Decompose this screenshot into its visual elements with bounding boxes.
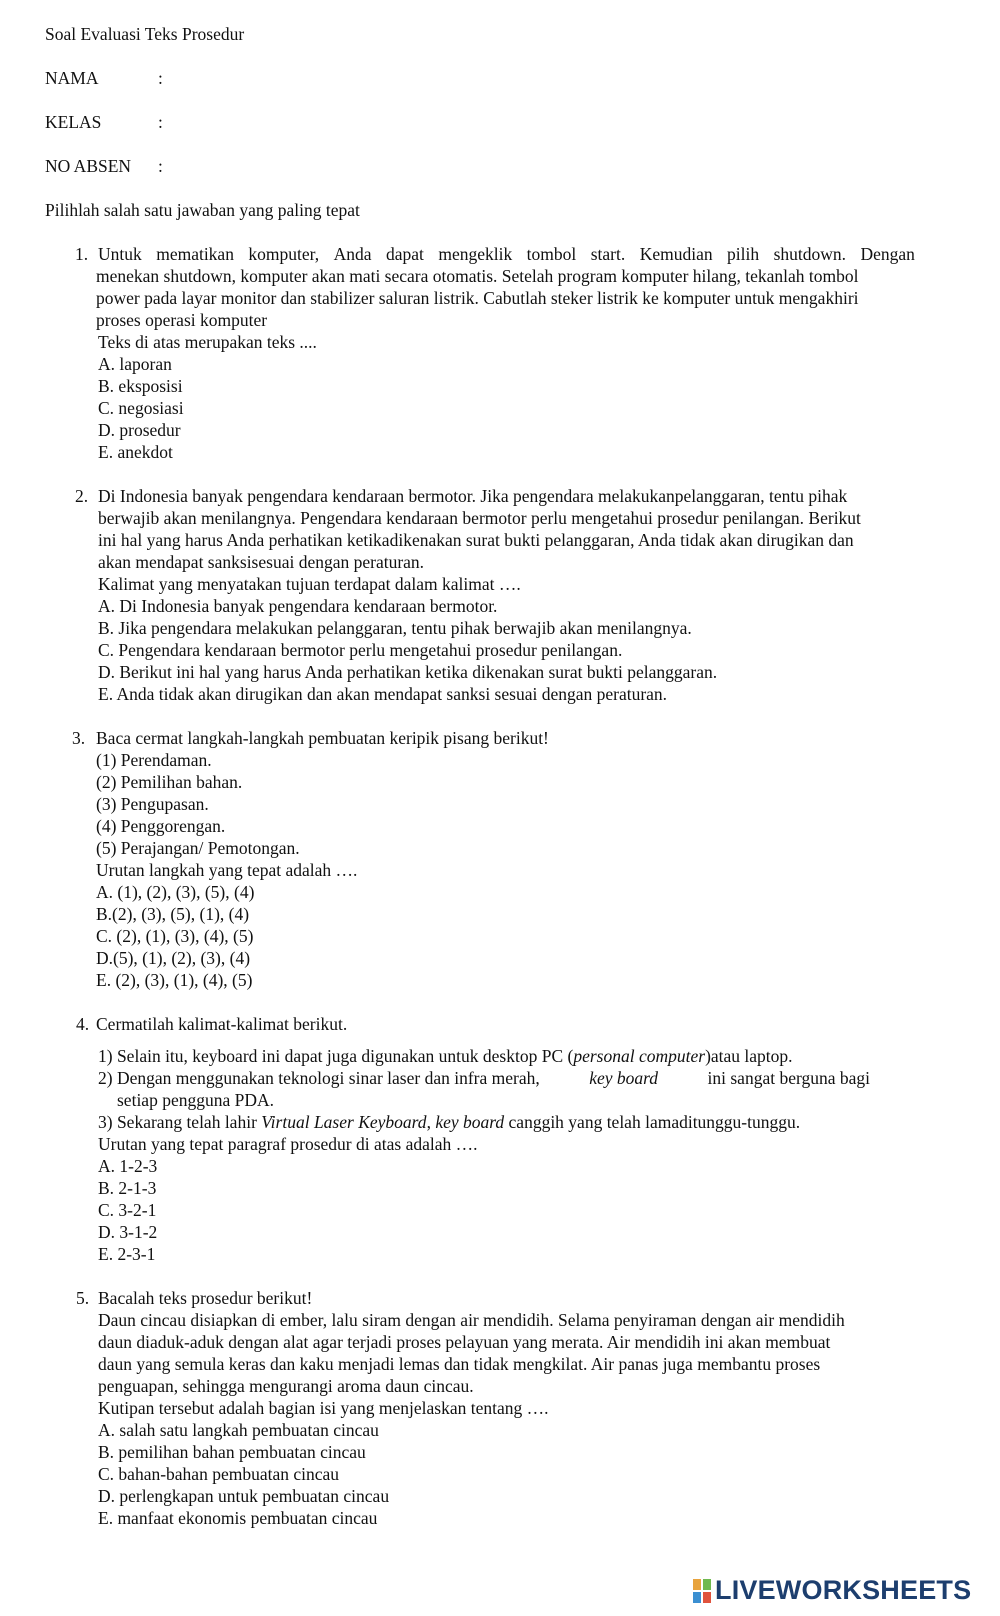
question-stem: Kalimat yang menyatakan tujuan terdapat dalam kalimat …. [98,574,521,594]
answer-option-d[interactable]: D. perlengkapan untuk pembuatan cincau [98,1486,390,1506]
answer-option-e[interactable]: E. 2-3-1 [98,1244,156,1264]
answer-option-a[interactable]: A. (1), (2), (3), (5), (4) [96,882,255,902]
field-label-nama: NAMA [45,68,99,88]
question-text-line: daun yang semula keras dan kaku menjadi lemas dan tidak mengkilat. Air panas juga membantu proses [98,1354,821,1374]
answer-option-c[interactable]: C. negosiasi [98,398,184,418]
question-text-line: Di Indonesia banyak pengendara kendaraan bermotor. Jika pengendara melakukanpelanggaran, tentu pihak [98,486,848,506]
question-number: 3. [72,728,86,748]
answer-option-b[interactable]: B.(2), (3), (5), (1), (4) [96,904,250,924]
answer-option-d[interactable]: D. Berikut ini hal yang harus Anda perhatikan ketika dikenakan surat bukti pelanggaran. [98,662,718,682]
answer-option-b[interactable]: B. 2-1-3 [98,1178,157,1198]
question-stem: Urutan langkah yang tepat adalah …. [96,860,358,880]
answer-option-e[interactable]: E. anekdot [98,442,173,462]
field-label-no-absen: NO ABSEN [45,156,132,176]
field-label-kelas: KELAS [45,112,102,132]
question-text-line: Daun cincau disiapkan di ember, lalu siram dengan air mendidih. Selama penyiraman dengan air mendidih [98,1310,845,1330]
answer-option-a[interactable]: A. Di Indonesia banyak pengendara kendaraan bermotor. [98,596,498,616]
answer-option-d[interactable]: D. 3-1-2 [98,1222,158,1242]
question-stem: Kutipan tersebut adalah bagian isi yang menjelaskan tentang …. [98,1398,549,1418]
list-item: (5) Perajangan/ Pemotongan. [96,838,300,858]
instruction-text: Pilihlah salah satu jawaban yang paling tepat [45,200,360,220]
answer-option-c[interactable]: C. 3-2-1 [98,1200,157,1220]
answer-option-e[interactable]: E. manfaat ekonomis pembuatan cincau [98,1508,378,1528]
logo-square-4 [703,1592,711,1603]
field-colon-nama: : [158,68,163,88]
logo-square-2 [703,1579,711,1590]
list-item: (2) Pemilihan bahan. [96,772,243,792]
question-text-line: daun diaduk-aduk dengan alat agar terjadi proses pelayuan yang merata. Air mendidih ini akan membuat [98,1332,831,1352]
logo-square-1 [693,1579,701,1590]
answer-option-d[interactable]: D. prosedur [98,420,181,440]
question-number: 4. [76,1014,90,1034]
answer-option-b[interactable]: B. pemilihan bahan pembuatan cincau [98,1442,366,1462]
logo-text: LIVEWORKSHEETS [715,1575,972,1605]
sentence-3: 3) Sekarang telah lahir Virtual Laser Keyboard, key board canggih yang telah lamaditunggu-tunggu. [98,1112,801,1132]
question-text-line: berwajib akan menilangnya. Pengendara kendaraan bermotor perlu mengetahui prosedur penilangan. Berikut [98,508,861,528]
answer-option-a[interactable]: A. 1-2-3 [98,1156,158,1176]
question-text-line: menekan shutdown, komputer akan mati secara otomatis. Setelah program komputer hilang, tekanlah tombol [96,266,859,286]
answer-option-c[interactable]: C. Pengendara kendaraan bermotor perlu mengetahui prosedur penilangan. [98,640,623,660]
question-text-line: akan mendapat sanksisesuai dengan peraturan. [98,552,425,572]
question-text-line: proses operasi komputer [96,310,268,330]
answer-option-a[interactable]: A. laporan [98,354,172,374]
list-item: (1) Perendaman. [96,750,212,770]
answer-option-d[interactable]: D.(5), (1), (2), (3), (4) [96,948,251,968]
question-stem: Teks di atas merupakan teks .... [98,332,317,352]
question-text-line: ini hal yang harus Anda perhatikan ketikadikenakan surat bukti pelanggaran, Anda tidak akan dirugikan dan [98,530,854,550]
liveworksheets-logo[interactable] [693,1577,971,1604]
question-text-line: Baca cermat langkah-langkah pembuatan keripik pisang berikut! [96,728,549,748]
logo-square-3 [693,1592,701,1603]
answer-option-e[interactable]: E. (2), (3), (1), (4), (5) [96,970,253,990]
question-number: 1. [75,244,89,264]
answer-option-e[interactable]: E. Anda tidak akan dirugikan dan akan mendapat sanksi sesuai dengan peraturan. [98,684,668,704]
question-text-line: penguapan, sehingga mengurangi aroma daun cincau. [98,1376,474,1396]
sentence-2: 2) Dengan menggunakan teknologi sinar laser dan infra merah, key board ini sangat berguna bagi [98,1068,870,1088]
question-text-line: Untuk mematikan komputer, Anda dapat mengeklik tombol start. Kemudian pilih shutdown. Dengan [98,244,915,264]
field-colon-no-absen: : [158,156,163,176]
question-text-line: power pada layar monitor dan stabilizer saluran listrik. Cabutlah steker listrik ke komputer untuk mengakhiri [96,288,859,308]
answer-option-a[interactable]: A. salah satu langkah pembuatan cincau [98,1420,379,1440]
list-item: (3) Pengupasan. [96,794,209,814]
question-stem: Urutan yang tepat paragraf prosedur di atas adalah …. [98,1134,478,1154]
question-number: 5. [76,1288,90,1308]
document-title: Soal Evaluasi Teks Prosedur [45,24,245,44]
answer-option-b[interactable]: B. Jika pengendara melakukan pelanggaran, tentu pihak berwajib akan menilangnya. [98,618,692,638]
question-text-line: Bacalah teks prosedur berikut! [98,1288,313,1308]
question-text-line: Cermatilah kalimat-kalimat berikut. [96,1014,348,1034]
field-colon-kelas: : [158,112,163,132]
sentence-2-continued: setiap pengguna PDA. [117,1090,274,1110]
sentence-1: 1) Selain itu, keyboard ini dapat juga digunakan untuk desktop PC (personal computer)atau laptop. [98,1046,793,1066]
answer-option-c[interactable]: C. (2), (1), (3), (4), (5) [96,926,254,946]
answer-option-b[interactable]: B. eksposisi [98,376,183,396]
list-item: (4) Penggorengan. [96,816,226,836]
answer-option-c[interactable]: C. bahan-bahan pembuatan cincau [98,1464,340,1484]
liveworksheets-logo-icon [693,1579,711,1603]
question-number: 2. [75,486,89,506]
